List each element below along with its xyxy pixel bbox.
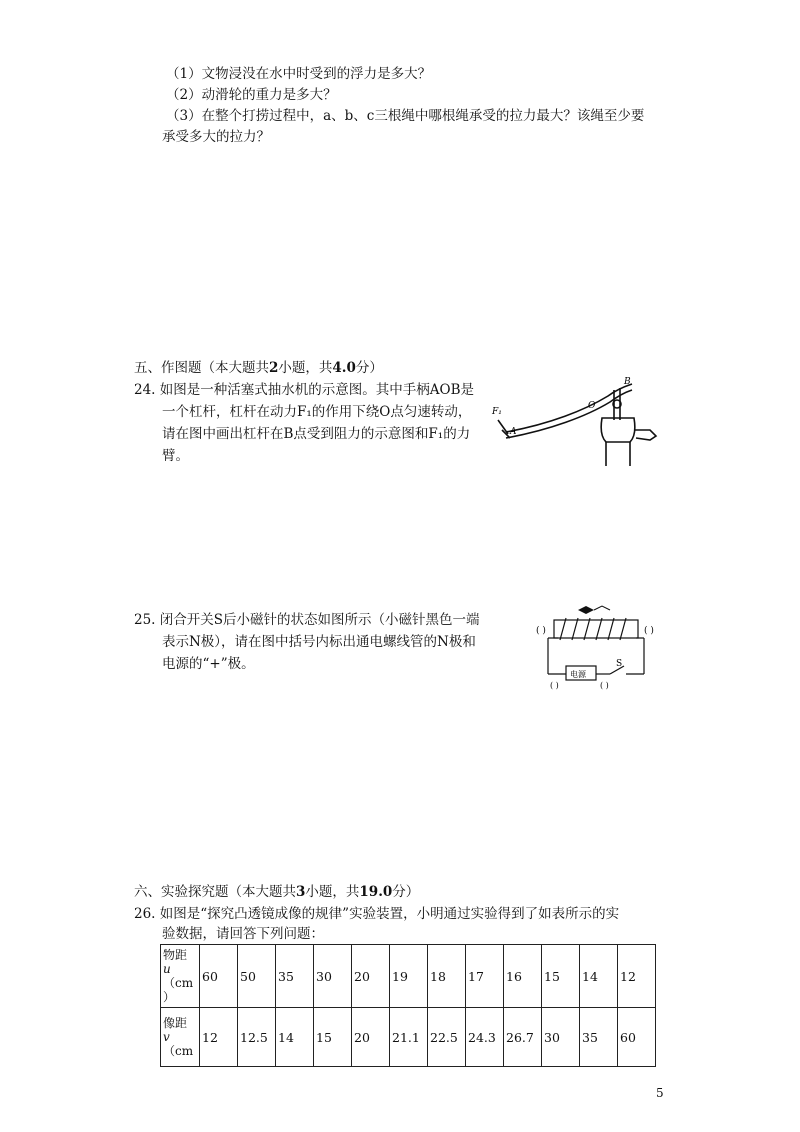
- q25-line-1: 25. 闭合开关S后小磁针的状态如图所示（小磁针黑色一端: [134, 612, 480, 628]
- q26-line-1: 26. 如图是“探究凸透镜成像的规律”实验装置，小明通过实验得到了如表所示的实: [134, 906, 620, 922]
- table-cell: 21.1: [390, 1008, 428, 1067]
- table-cell: 14: [276, 1008, 314, 1067]
- label-b: B: [624, 377, 631, 387]
- table-cell: 30: [314, 945, 352, 1008]
- table-row-image-distance: [161, 1008, 656, 1067]
- q25-line-3: 电源的“+”极。: [162, 656, 255, 672]
- table-cell: 20: [352, 1008, 390, 1067]
- label-a: A: [510, 427, 517, 437]
- label-f1: F₁: [492, 407, 502, 417]
- bottom-left-paren: ( ): [550, 681, 559, 690]
- table-cell: 12: [618, 945, 656, 1008]
- right-paren-label: ( ): [644, 626, 654, 636]
- table-cell: 20: [352, 945, 390, 1008]
- pump-figure: [490, 374, 666, 470]
- table-cell: 19: [390, 945, 428, 1008]
- page-number: 5: [656, 1086, 664, 1100]
- solenoid-figure: [536, 604, 672, 690]
- table-cell: 12: [200, 1008, 238, 1067]
- bottom-right-paren: ( ): [600, 681, 609, 690]
- table-cell: 60: [200, 945, 238, 1008]
- table-cell: 30: [542, 1008, 580, 1067]
- q25-line-2: 表示N极），请在图中括号内标出通电螺线管的N极和: [162, 634, 476, 650]
- q23-part-3-cont: 承受多大的拉力？: [162, 129, 270, 145]
- table-cell: 15: [314, 1008, 352, 1067]
- q24-line-2: 一个杠杆，杠杆在动力F₁的作用下绕O点匀速转动，: [162, 404, 472, 420]
- magnetic-needle: [578, 606, 594, 614]
- q23-part-1: （1）文物浸没在水中时受到的浮力是多大？: [166, 66, 432, 82]
- table-cell: 60: [618, 1008, 656, 1067]
- table-cell: 12.5: [238, 1008, 276, 1067]
- data-table: [160, 944, 656, 1067]
- table-cell: 50: [238, 945, 276, 1008]
- label-o: O: [588, 401, 596, 411]
- table-cell: 18: [428, 945, 466, 1008]
- table-cell: 35: [276, 945, 314, 1008]
- q24-line-4: 臂。: [162, 448, 189, 464]
- section-5-heading: 五、作图题（本大题共2小题，共4.0分）: [134, 360, 383, 376]
- table-cell: 35: [580, 1008, 618, 1067]
- q24-line-3: 请在图中画出杠杆在B点受到阻力的示意图和F₁的力: [162, 426, 471, 442]
- switch-label: S: [616, 659, 623, 669]
- table-row-object-distance: [161, 945, 656, 1008]
- power-label: 电源: [570, 670, 586, 679]
- table-cell: 16: [504, 945, 542, 1008]
- table-cell: 24.3: [466, 1008, 504, 1067]
- table-cell: 26.7: [504, 1008, 542, 1067]
- section-6-heading: 六、实验探究题（本大题共3小题，共19.0分）: [134, 884, 420, 900]
- q23-part-2: （2）动滑轮的重力是多大？: [166, 87, 337, 103]
- q26-line-2: 验数据，请回答下列问题：: [162, 926, 324, 942]
- table-cell: 15: [542, 945, 580, 1008]
- table-cell: 22.5: [428, 1008, 466, 1067]
- header-object-distance: 物距 u （cm ）: [161, 945, 200, 1008]
- q23-part-3: （3）在整个打捞过程中，a、b、c三根绳中哪根绳承受的拉力最大？该绳至少要: [166, 108, 645, 124]
- left-paren-label: ( ): [536, 626, 546, 636]
- table-cell: 14: [580, 945, 618, 1008]
- table-cell: 17: [466, 945, 504, 1008]
- header-image-distance: 像距 v （cm: [161, 1008, 200, 1067]
- q24-line-1: 24. 如图是一种活塞式抽水机的示意图。其中手柄AOB是: [134, 382, 474, 398]
